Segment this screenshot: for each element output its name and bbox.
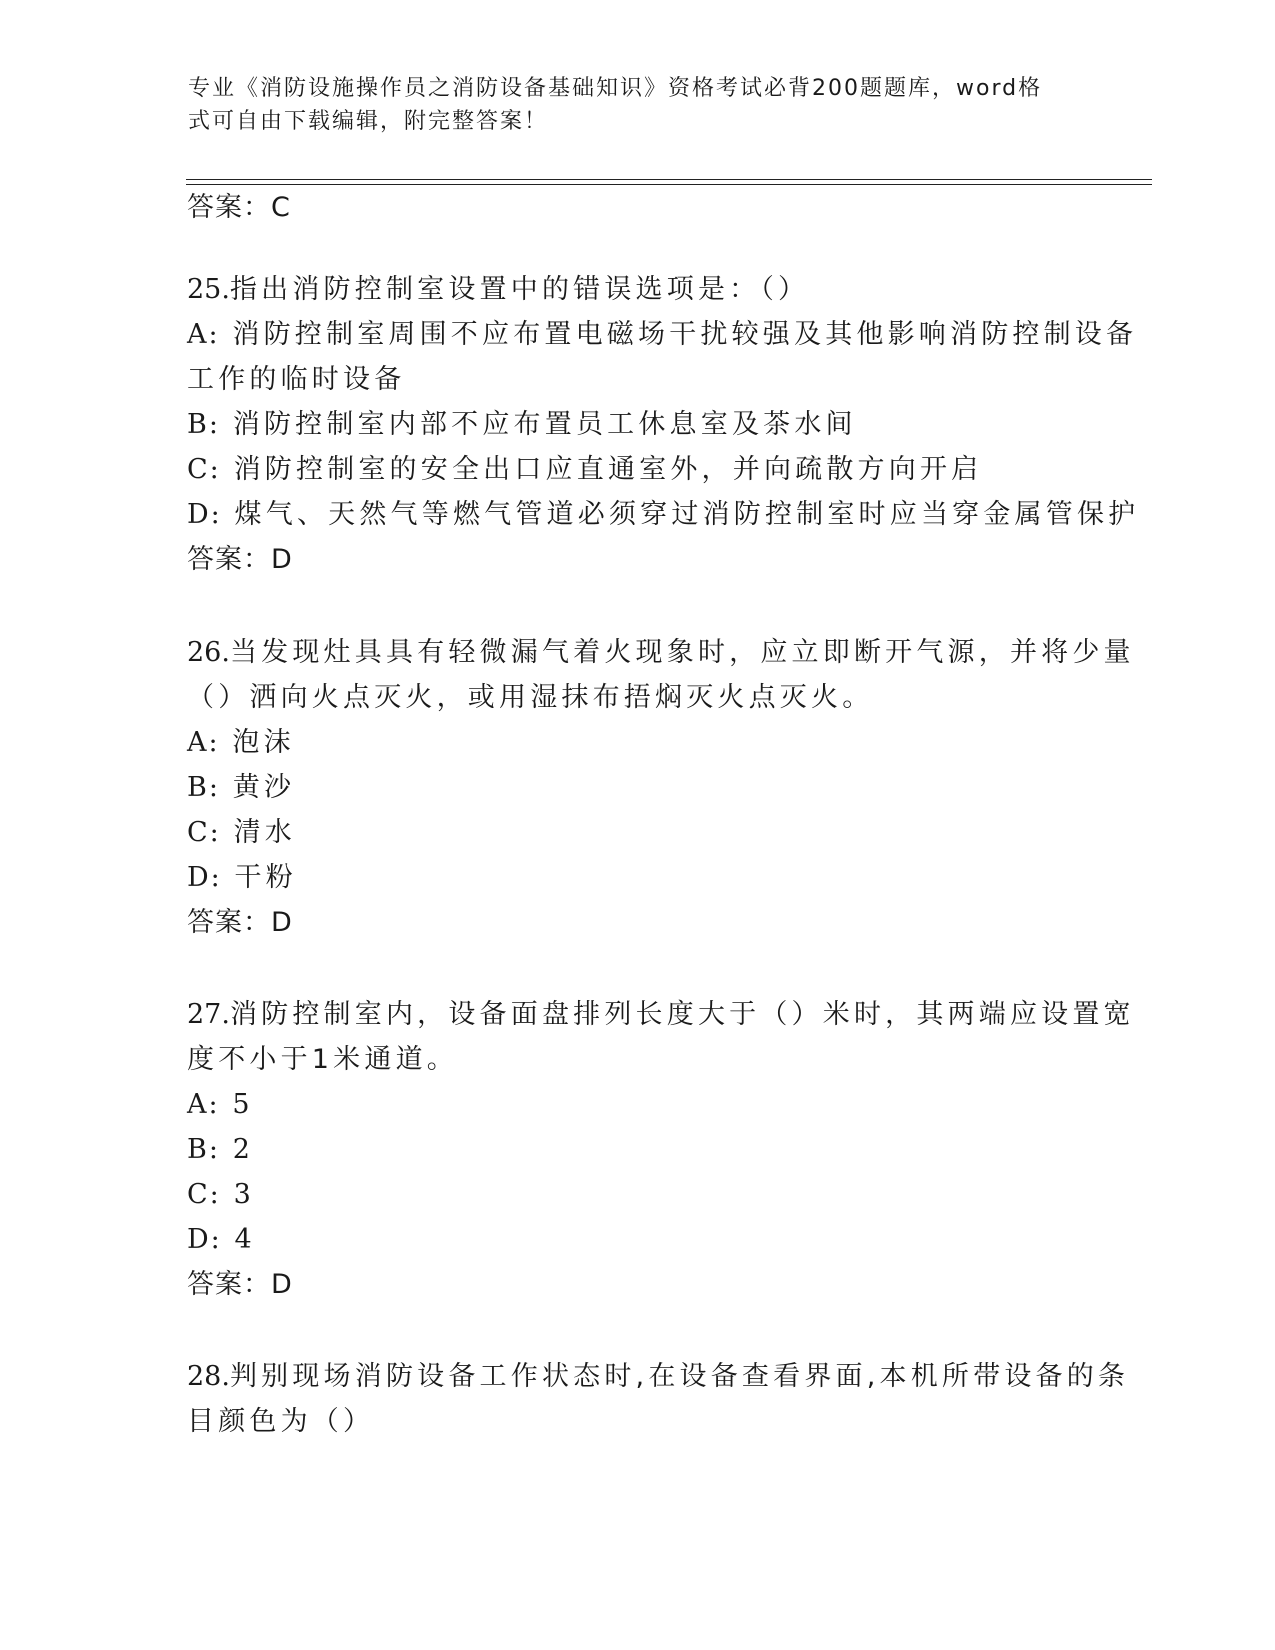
option-c: C: 消防控制室的安全出口应直通室外，并向疏散方向开启: [187, 454, 983, 485]
option-a: A: 消防控制室周围不应布置电磁场干扰较强及其他影响消防控制设备: [187, 319, 1138, 350]
question-stem-continued: （）洒向火点灭火，或用湿抹布捂焖灭火点灭火。: [187, 682, 874, 713]
question-stem: 26.当发现灶具具有轻微漏气着火现象时，应立即断开气源，并将少量: [187, 637, 1135, 668]
option-d: D: 4: [187, 1224, 254, 1255]
answer-label: 答案：D: [187, 1269, 293, 1300]
question-stem: 27.消防控制室内，设备面盘排列长度大于（）米时，其两端应设置宽: [187, 999, 1135, 1030]
question-stem-continued: 目颜色为（）: [187, 1406, 375, 1437]
question-number: 25.: [187, 274, 230, 305]
header-rule-top: [186, 179, 1152, 180]
option-a: A: 泡沫: [187, 727, 295, 758]
question-stem-continued: 度不小于1米通道。: [187, 1044, 458, 1075]
question-26: [187, 630, 1135, 945]
option-a: A: 5: [187, 1089, 252, 1120]
header-line-2: 式可自由下载编辑，附完整答案！: [188, 109, 549, 134]
option-b: B: 2: [187, 1134, 252, 1165]
answer-label: 答案：D: [187, 544, 293, 575]
question-stem: 25.指出消防控制室设置中的错误选项是：（）: [187, 274, 810, 305]
option-c: C: 清水: [187, 817, 296, 848]
question-number: 27.: [187, 999, 230, 1030]
option-d: D: 干粉: [187, 862, 297, 893]
option-c: C: 3: [187, 1179, 253, 1210]
question-28: [187, 1354, 1130, 1444]
option-a-continued: 工作的临时设备: [187, 364, 406, 395]
answer-label: 答案：D: [187, 907, 293, 938]
option-b: B: 黄沙: [187, 772, 296, 803]
question-25: [187, 267, 1140, 582]
question-stem: 28.判别现场消防设备工作状态时,在设备查看界面,本机所带设备的条: [187, 1361, 1130, 1392]
header-line-1: 专业《消防设施操作员之消防设备基础知识》资格考试必背200题题库，word格: [188, 76, 1043, 101]
question-27: [187, 992, 1135, 1307]
option-d: D: 煤气、天然气等燃气管道必须穿过消防控制室时应当穿金属管保护: [187, 499, 1140, 530]
option-b: B: 消防控制室内部不应布置员工休息室及茶水间: [187, 409, 857, 440]
previous-answer-block: [187, 185, 1077, 230]
question-number: 26.: [187, 637, 230, 668]
answer-label: 答案：C: [187, 192, 291, 223]
question-number: 28.: [187, 1361, 230, 1392]
document-header: [188, 72, 1068, 138]
